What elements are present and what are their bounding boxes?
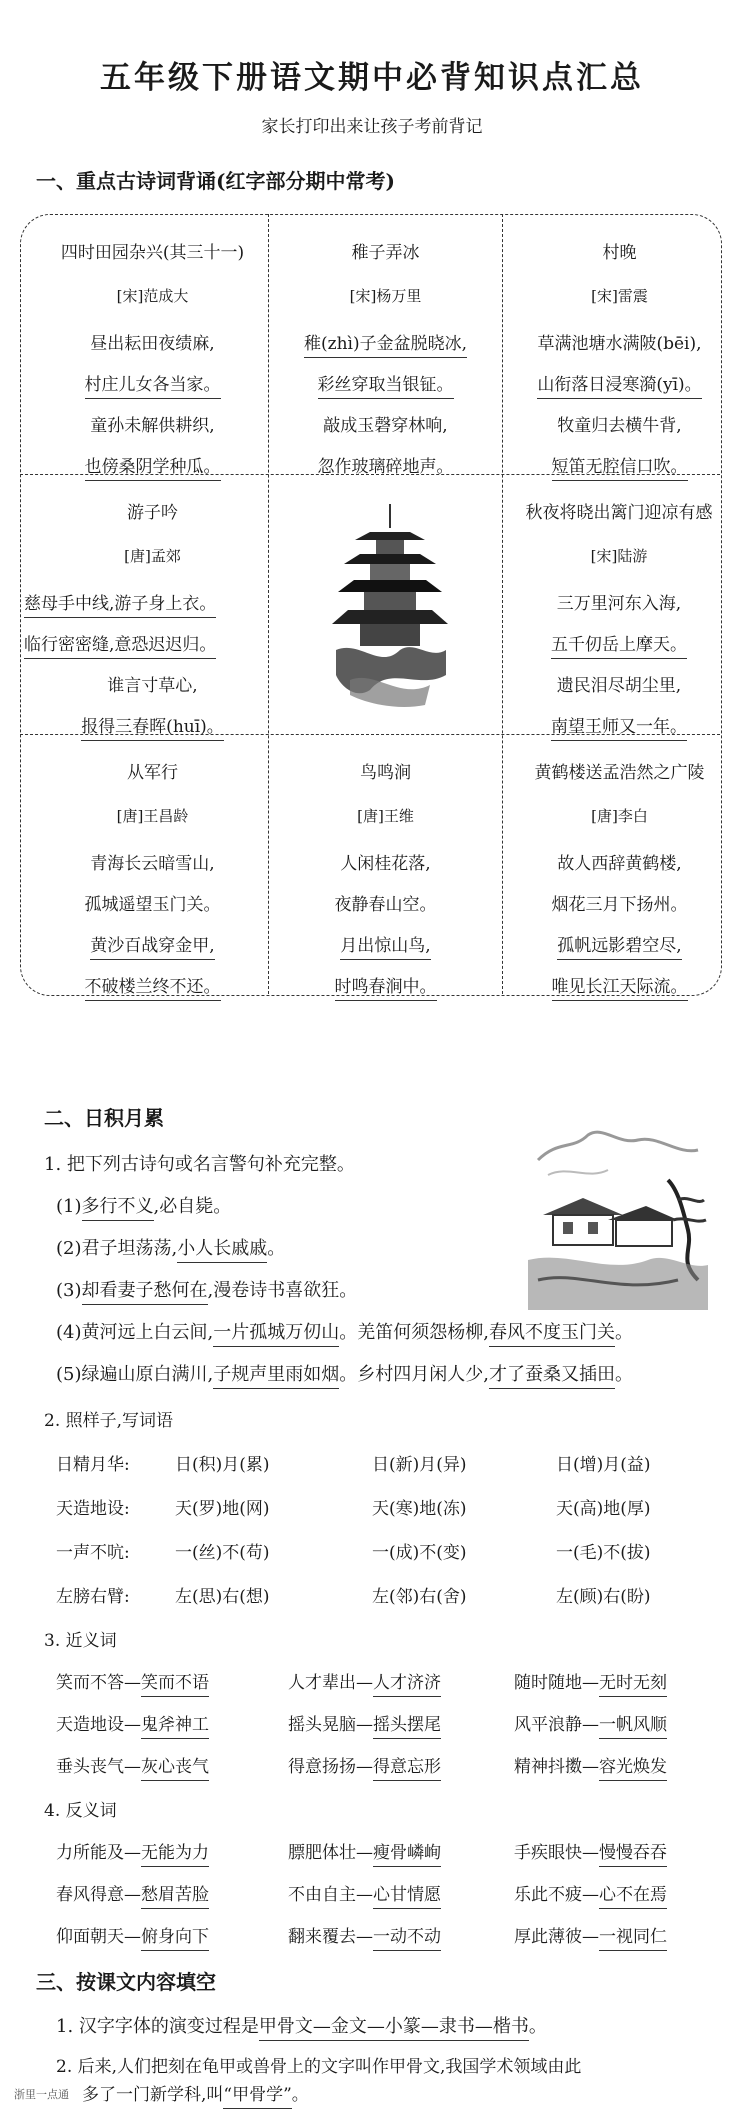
poem-author: [唐]王昌龄 [116, 807, 189, 825]
poem-line-key: 彩丝穿取当银钲。 [318, 375, 454, 399]
poem-line: 青海长云暗雪山, [90, 854, 215, 874]
q4-word: 膘肥体壮— [288, 1843, 373, 1863]
s3-q2-line2 [82, 2080, 309, 2105]
poem-line-key: 月出惊山鸟, [340, 936, 430, 960]
q4-answer: 慢慢吞吞 [599, 1843, 667, 1867]
q3-answer: 容光焕发 [599, 1757, 667, 1781]
q1-answer: 多行不义 [82, 1196, 154, 1221]
poem-line: 遗民泪尽胡尘里, [556, 676, 682, 696]
q1-item [56, 1360, 633, 1386]
s3-text: 1. 汉字字体的演变过程是 [56, 2016, 259, 2037]
poem-line-key: 南望王师又一年。 [551, 717, 687, 741]
poem-author: [宋]雷震 [591, 287, 648, 305]
q2-label: 左膀右臂: [56, 1587, 130, 1607]
q4-answer: 俯身向下 [141, 1927, 209, 1951]
q1-text: (4)黄河远上白云间, [56, 1322, 214, 1343]
q4-word: 手疾眼快— [514, 1843, 599, 1863]
poem-line-key: 稚(zhì)子金盆脱晓冰, [304, 334, 467, 358]
q4-word: 不由自主— [288, 1885, 373, 1905]
poem-line-key: 也傍桑阴学种瓜。 [85, 457, 221, 481]
q1-text: (1) [56, 1196, 82, 1217]
q3-prompt: 3. 近义词 [44, 1631, 117, 1651]
q3-word: 垂头丧气— [56, 1757, 141, 1777]
q1-text: 。 [614, 1364, 633, 1385]
q1-answer: 子规声里雨如烟 [213, 1364, 339, 1389]
q4-word: 仰面朝天— [56, 1927, 141, 1947]
poem-author: [唐]孟郊 [124, 547, 181, 565]
q1-text: (3) [56, 1280, 82, 1301]
poem-cell [503, 758, 736, 1008]
poem-line-key: 孤帆远影碧空尽, [557, 936, 681, 960]
poem-line-key: 时鸣春涧中。 [335, 977, 437, 1001]
poem-cell [269, 758, 502, 1008]
poem-line: 三万里河东入海, [556, 594, 682, 614]
q2-answer: 日(增)月(益) [556, 1455, 651, 1475]
pagoda-illustration [330, 500, 450, 710]
q3-word: 天造地设— [56, 1715, 141, 1735]
q2-label: 日精月华: [56, 1455, 130, 1475]
poem-line: 人闲桂花落, [340, 854, 431, 874]
q4-word: 厚此薄彼— [514, 1927, 599, 1947]
q2-answer: 左(邻)右(舍) [372, 1587, 467, 1607]
poem-line: 孤城遥望玉门关。 [84, 895, 221, 915]
q1-text: 。乡村四月闲人少, [339, 1364, 489, 1385]
q2-answer: 天(高)地(厚) [556, 1499, 651, 1519]
q3-word: 随时随地— [514, 1673, 599, 1693]
q3-word: 精神抖擞— [514, 1757, 599, 1777]
q2-answer: 天(罗)地(网) [175, 1499, 270, 1519]
landscape-illustration [528, 1120, 708, 1310]
section3-heading: 三、按课文内容填空 [36, 1970, 216, 1994]
q3-answer: 鬼斧神工 [141, 1715, 209, 1739]
s3-text: 。 [291, 2085, 309, 2105]
poem-line: 敲成玉磬穿林响, [323, 416, 448, 436]
q1-prompt: 1. 把下列古诗句或名言警句补充完整。 [44, 1154, 355, 1175]
poem-line-key: 山衔落日浸寒漪(yī)。 [537, 375, 701, 399]
poem-cell [269, 238, 502, 488]
q3-answer: 得意忘形 [373, 1757, 441, 1781]
q4-answer: 心不在焉 [599, 1885, 667, 1909]
q4-word: 翻来覆去— [288, 1927, 373, 1947]
poem-line-key: 黄沙百战穿金甲, [90, 936, 214, 960]
q3-answer: 一帆风顺 [599, 1715, 667, 1739]
q2-answer: 一(丝)不(苟) [175, 1543, 270, 1563]
q4-word: 乐此不疲— [514, 1885, 599, 1905]
section1-heading: 一、重点古诗词背诵(红字部分期中常考) [36, 169, 395, 193]
q1-text: (2)君子坦荡荡, [56, 1238, 178, 1259]
poem-line: 烟花三月下扬州。 [551, 895, 688, 915]
s3-text: 。 [528, 2016, 547, 2037]
q3-word: 笑而不答— [56, 1673, 141, 1693]
q4-answer: 愁眉苦脸 [141, 1885, 209, 1909]
s3-q1 [56, 2012, 547, 2038]
s3-answer: 甲骨文—金文—小篆—隶书—楷书 [259, 2016, 529, 2041]
q2-answer: 一(成)不(变) [372, 1543, 467, 1563]
s3-answer: “甲骨学” [223, 2085, 291, 2109]
footer-watermark: 浙里一点通 [14, 2088, 69, 2101]
poem-title: 四时田园杂兴(其三十一) [60, 243, 245, 263]
page-subtitle: 家长打印出来让孩子考前背记 [261, 117, 483, 137]
poem-title: 黄鹤楼送孟浩然之广陵 [534, 763, 705, 783]
q1-item [56, 1318, 633, 1344]
q4-answer: 一视同仁 [599, 1927, 667, 1951]
q1-item [56, 1192, 231, 1218]
q3-word: 风平浪静— [514, 1715, 599, 1735]
q1-answer: 春风不度玉门关 [489, 1322, 615, 1347]
poem-line: 草满池塘水满陂(bēi), [537, 334, 702, 354]
poem-line: 忽作玻璃碎地声。 [317, 457, 454, 477]
q1-item [56, 1234, 285, 1260]
poem-line: 童孙未解供耕织, [90, 416, 215, 436]
s3-q2-line1: 2. 后来,人们把刻在龟甲或兽骨上的文字叫作甲骨文,我国学术领域由此 [56, 2057, 582, 2077]
q1-answer: 却看妻子愁何在 [82, 1280, 208, 1305]
poem-title: 从军行 [127, 763, 178, 783]
q4-word: 春风得意— [56, 1885, 141, 1905]
q1-answer: 才了蚕桑又插田 [489, 1364, 615, 1389]
q1-answer: 一片孤城万仞山 [213, 1322, 339, 1347]
poem-cell [24, 498, 269, 748]
section2-heading: 二、日积月累 [44, 1106, 164, 1130]
poem-line: 故人西辞黄鹤楼, [557, 854, 682, 874]
q1-answer: 小人长戚戚 [177, 1238, 267, 1263]
q4-word: 力所能及— [56, 1843, 141, 1863]
q2-label: 天造地设: [56, 1499, 130, 1519]
poem-line: 夜静春山空。 [334, 895, 437, 915]
poem-line-key: 短笛无腔信口吹。 [552, 457, 688, 481]
s3-text: 多了一门新学科,叫 [82, 2085, 224, 2105]
poem-title: 鸟鸣涧 [360, 763, 411, 783]
poem-title: 秋夜将晓出篱门迎凉有感 [525, 503, 713, 523]
q4-answer: 一动不动 [373, 1927, 441, 1951]
q2-answer: 天(寒)地(冻) [372, 1499, 467, 1519]
poem-line-key: 临行密密缝,意恐迟迟归。 [24, 635, 216, 659]
q3-answer: 笑而不语 [141, 1673, 209, 1697]
q2-answer: 左(思)右(想) [175, 1587, 270, 1607]
poem-line-key: 慈母手中线,游子身上衣。 [24, 594, 216, 618]
poem-line-key: 村庄儿女各当家。 [85, 375, 221, 399]
q4-answer: 无能为力 [141, 1843, 209, 1867]
poem-line: 牧童归去横牛背, [557, 416, 682, 436]
poem-author: [唐]李白 [591, 807, 648, 825]
q3-answer: 人才济济 [373, 1673, 441, 1697]
q1-text: 。 [267, 1238, 286, 1259]
poem-cell [36, 238, 269, 488]
q3-answer: 摇头摆尾 [373, 1715, 441, 1739]
q1-text: 。羌笛何须怨杨柳, [339, 1322, 489, 1343]
poem-author: [宋]范成大 [116, 287, 189, 305]
poem-title: 稚子弄冰 [351, 243, 420, 263]
q3-word: 人才辈出— [288, 1673, 373, 1693]
poem-author: [唐]王维 [357, 807, 414, 825]
page-title: 五年级下册语文期中必背知识点汇总 [100, 60, 644, 96]
poem-line-key: 不破楼兰终不还。 [85, 977, 221, 1001]
poem-author: [宋]陆游 [590, 547, 648, 565]
q1-text: 。 [614, 1322, 633, 1343]
q4-prompt: 4. 反义词 [44, 1801, 117, 1821]
poem-cell [503, 238, 736, 488]
q2-answer: 一(毛)不(拔) [556, 1543, 651, 1563]
q2-answer: 左(顾)右(盼) [556, 1587, 651, 1607]
q3-word: 得意扬扬— [288, 1757, 373, 1777]
q2-answer: 日(积)月(累) [175, 1455, 270, 1475]
q4-answer: 瘦骨嶙峋 [373, 1843, 441, 1867]
q1-text: ,必自毙。 [153, 1196, 232, 1217]
q3-answer: 灰心丧气 [141, 1757, 209, 1781]
q3-word: 摇头晃脑— [288, 1715, 373, 1735]
poem-cell [36, 758, 269, 1008]
poem-cell [494, 498, 744, 748]
poem-line: 谁言寸草心, [107, 676, 198, 696]
poem-title: 村晚 [602, 243, 637, 263]
q2-prompt: 2. 照样子,写词语 [44, 1411, 174, 1431]
poem-line-key: 唯见长江天际流。 [552, 977, 688, 1001]
q2-answer: 日(新)月(异) [372, 1455, 467, 1475]
poem-title: 游子吟 [127, 503, 178, 523]
poem-author: [宋]杨万里 [349, 287, 422, 305]
q1-text: ,漫卷诗书喜欲狂。 [207, 1280, 358, 1301]
q3-answer: 无时无刻 [599, 1673, 667, 1697]
poem-line-key: 五千仞岳上摩天。 [551, 635, 687, 659]
q1-item [56, 1276, 357, 1302]
q4-answer: 心甘情愿 [373, 1885, 441, 1909]
poem-line: 昼出耘田夜绩麻, [90, 334, 215, 354]
q1-text: (5)绿遍山原白满川, [56, 1364, 214, 1385]
poem-line-key: 报得三春晖(huī)。 [81, 717, 224, 741]
q2-label: 一声不吭: [56, 1543, 130, 1563]
